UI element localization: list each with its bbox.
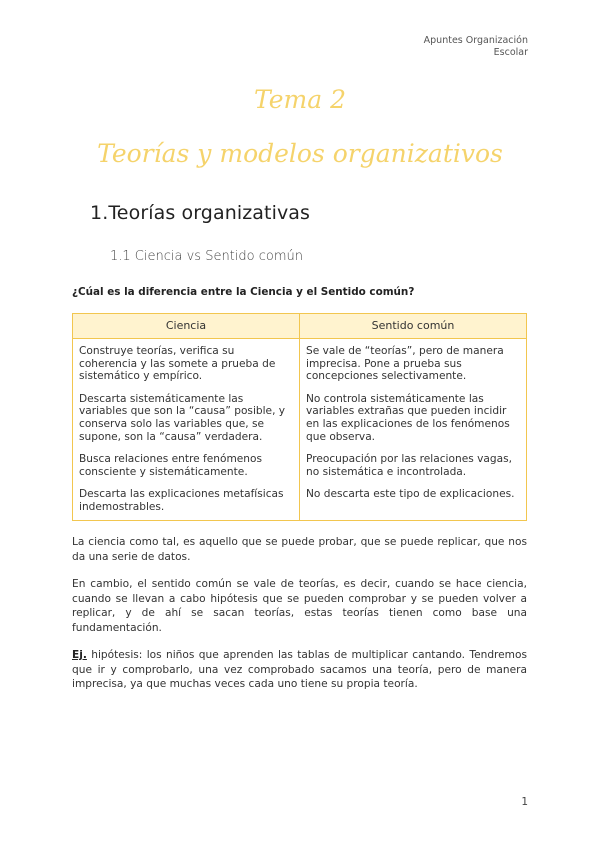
subsection-heading: 1.1 Ciencia vs Sentido común [110,249,303,264]
example-text: hipótesis: los niños que aprenden las tablas de multiplicar cantando. Tendremos que ir y comprobarlo, una vez comprobado sacamos una teoría, pero de manera imprecisa, ya que muchas veces cada uno tiene su propia teoría. [72,649,527,691]
table-cell: Se vale de “teorías”, pero de manera imprecisa. Pone a prueba sus concepciones selectivamente. [300,339,527,391]
table-row [73,339,527,391]
table-cell: No descarta este tipo de explicaciones. [300,486,527,520]
title-topic-number: Tema 2 [254,85,346,114]
title-topic-name: Teorías y modelos organizativos [97,139,503,168]
table-cell: Descarta sistemáticamente las variables que son la “causa” posible, y conserva solo las variables que, se supone, son la “causa” verdadera. [73,391,300,451]
table-row [73,451,527,486]
document-header [328,35,528,59]
paragraph-example [72,648,527,692]
table-row [73,391,527,451]
paragraph-ciencia: La ciencia como tal, es aquello que se puede probar, que se puede replicar, que nos da una serie de datos. [72,536,527,563]
header-line-1: Apuntes Organización [423,35,528,46]
example-label: Ej. [72,649,87,661]
table-cell: No controla sistemáticamente las variables extrañas que pueden incidir en las explicaciones de los fenómenos que observa. [300,391,527,451]
column-header-ciencia: Ciencia [73,314,300,339]
table-cell: Construye teorías, verifica su coherencia y las somete a prueba de sistemático y empírico. [73,339,300,391]
table-cell: Descarta las explicaciones metafísicas indemostrables. [73,486,300,520]
table-cell: Busca relaciones entre fenómenos consciente y sistemáticamente. [73,451,300,486]
document-title [0,82,600,172]
question-text: ¿Cúal es la diferencia entre la Ciencia y el Sentido común? [72,286,415,298]
table-row [73,486,527,520]
header-line-2: Escolar [493,47,528,58]
table-header-row [73,314,527,339]
section-heading: 1.Teorías organizativas [90,202,311,224]
column-header-sentido-comun: Sentido común [300,314,527,339]
table-cell: Preocupación por las relaciones vagas, no sistemática e incontrolada. [300,451,527,486]
page-number: 1 [521,796,528,808]
comparison-table [72,313,527,521]
paragraph-sentido-comun: En cambio, el sentido común se vale de teorías, es decir, cuando se hace ciencia, cuando se llevan a cabo hipótesis que se pueden comprobar y se pueden volver a replicar, y de ahí se sacan teorías, estas teorías tienen como base una fundamentación. [72,578,527,634]
